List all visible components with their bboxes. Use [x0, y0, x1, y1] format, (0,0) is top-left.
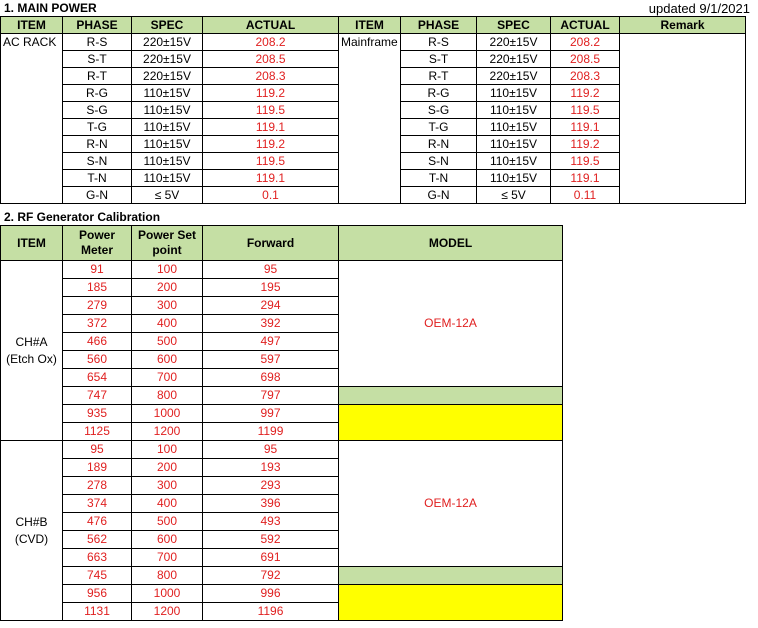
model-fill-green [339, 387, 563, 405]
table-row [1, 405, 563, 423]
spec-cell: ≤ 5V [132, 187, 203, 204]
col-header: ITEM [1, 226, 63, 261]
rf-calibration-table [0, 225, 563, 621]
forward-cell: 497 [203, 333, 339, 351]
phase-cell: R-G [401, 85, 477, 102]
forward-cell: 691 [203, 549, 339, 567]
col-header: Forward [203, 226, 339, 261]
actual-cell: 119.5 [551, 153, 620, 170]
table-row [1, 441, 563, 459]
meter-cell: 372 [63, 315, 132, 333]
phase-cell: S-T [401, 51, 477, 68]
meter-cell: 663 [63, 549, 132, 567]
forward-cell: 792 [203, 567, 339, 585]
meter-cell: 654 [63, 369, 132, 387]
remark-cell [620, 34, 746, 204]
col-header: SPEC [132, 17, 203, 34]
meter-cell: 466 [63, 333, 132, 351]
phase-cell: R-S [63, 34, 132, 51]
forward-cell: 95 [203, 261, 339, 279]
col-header: ACTUAL [551, 17, 620, 34]
setpoint-cell: 700 [132, 549, 203, 567]
spec-cell: 220±15V [477, 51, 551, 68]
power-header-row [1, 17, 746, 34]
spec-cell: 110±15V [477, 153, 551, 170]
actual-cell: 119.5 [203, 153, 339, 170]
actual-cell: 119.5 [551, 102, 620, 119]
meter-cell: 95 [63, 441, 132, 459]
meter-cell: 562 [63, 531, 132, 549]
actual-cell: 119.2 [551, 85, 620, 102]
actual-cell: 208.2 [203, 34, 339, 51]
phase-cell: S-T [63, 51, 132, 68]
setpoint-cell: 600 [132, 351, 203, 369]
actual-cell: 208.5 [203, 51, 339, 68]
phase-cell: S-N [63, 153, 132, 170]
spec-cell: 110±15V [132, 170, 203, 187]
phase-cell: R-S [401, 34, 477, 51]
table-row [1, 387, 563, 405]
forward-cell: 592 [203, 531, 339, 549]
actual-cell: 208.3 [551, 68, 620, 85]
meter-cell: 956 [63, 585, 132, 603]
phase-cell: T-G [63, 119, 132, 136]
phase-cell: T-N [401, 170, 477, 187]
actual-cell: 208.3 [203, 68, 339, 85]
table-row [1, 567, 563, 585]
section1-title: 1. MAIN POWER [4, 1, 97, 15]
spec-cell: 110±15V [477, 119, 551, 136]
meter-cell: 476 [63, 513, 132, 531]
main-power-table [0, 16, 746, 204]
meter-cell: 560 [63, 351, 132, 369]
col-header: ITEM [1, 17, 63, 34]
col-header: Remark [620, 17, 746, 34]
channel-cell: CH#B (CVD) [1, 441, 63, 621]
spec-cell: 110±15V [132, 85, 203, 102]
meter-cell: 189 [63, 459, 132, 477]
channel-cell: CH#A (Etch Ox) [1, 261, 63, 441]
forward-cell: 392 [203, 315, 339, 333]
meter-cell: 747 [63, 387, 132, 405]
model-cell: OEM-12A [339, 441, 563, 567]
actual-cell: 119.2 [203, 136, 339, 153]
setpoint-cell: 1000 [132, 405, 203, 423]
col-header: ACTUAL [203, 17, 339, 34]
actual-cell: 119.5 [203, 102, 339, 119]
spec-cell: 110±15V [132, 136, 203, 153]
phase-cell: T-N [63, 170, 132, 187]
col-header: MODEL [339, 226, 563, 261]
actual-cell: 119.1 [203, 170, 339, 187]
actual-cell: 119.1 [551, 119, 620, 136]
phase-cell: R-T [401, 68, 477, 85]
actual-cell: 0.11 [551, 187, 620, 204]
model-fill-yellow [339, 585, 563, 621]
phase-cell: S-G [63, 102, 132, 119]
spec-cell: 220±15V [477, 34, 551, 51]
actual-cell: 0.1 [203, 187, 339, 204]
setpoint-cell: 300 [132, 477, 203, 495]
forward-cell: 396 [203, 495, 339, 513]
spec-cell: 110±15V [132, 119, 203, 136]
col-header: PHASE [63, 17, 132, 34]
forward-cell: 797 [203, 387, 339, 405]
forward-cell: 95 [203, 441, 339, 459]
meter-cell: 745 [63, 567, 132, 585]
setpoint-cell: 500 [132, 333, 203, 351]
setpoint-cell: 600 [132, 531, 203, 549]
setpoint-cell: 1000 [132, 585, 203, 603]
forward-cell: 698 [203, 369, 339, 387]
spec-cell: 110±15V [477, 170, 551, 187]
phase-cell: R-G [63, 85, 132, 102]
setpoint-cell: 200 [132, 459, 203, 477]
meter-cell: 278 [63, 477, 132, 495]
setpoint-cell: 400 [132, 315, 203, 333]
left-item-cell: AC RACK [1, 34, 63, 204]
setpoint-cell: 100 [132, 441, 203, 459]
setpoint-cell: 1200 [132, 423, 203, 441]
forward-cell: 195 [203, 279, 339, 297]
col-header: SPEC [477, 17, 551, 34]
setpoint-cell: 400 [132, 495, 203, 513]
spec-cell: 110±15V [132, 102, 203, 119]
spec-cell: 110±15V [477, 85, 551, 102]
forward-cell: 997 [203, 405, 339, 423]
setpoint-cell: 700 [132, 369, 203, 387]
phase-cell: G-N [63, 187, 132, 204]
spec-cell: 220±15V [132, 51, 203, 68]
forward-cell: 996 [203, 585, 339, 603]
phase-cell: R-N [63, 136, 132, 153]
forward-cell: 193 [203, 459, 339, 477]
setpoint-cell: 800 [132, 567, 203, 585]
forward-cell: 597 [203, 351, 339, 369]
setpoint-cell: 300 [132, 297, 203, 315]
spec-cell: 220±15V [477, 68, 551, 85]
actual-cell: 119.1 [551, 170, 620, 187]
meter-cell: 185 [63, 279, 132, 297]
phase-cell: S-G [401, 102, 477, 119]
spec-cell: 220±15V [132, 68, 203, 85]
table-row [1, 585, 563, 603]
setpoint-cell: 200 [132, 279, 203, 297]
right-item-cell: Mainframe [339, 34, 401, 204]
table-row [1, 261, 563, 279]
spec-cell: 110±15V [477, 102, 551, 119]
phase-cell: T-G [401, 119, 477, 136]
phase-cell: R-N [401, 136, 477, 153]
table-row [1, 34, 746, 51]
spec-cell: 220±15V [132, 34, 203, 51]
rf-header-row [1, 226, 563, 261]
setpoint-cell: 800 [132, 387, 203, 405]
spec-cell: 110±15V [477, 136, 551, 153]
actual-cell: 119.2 [551, 136, 620, 153]
section2-title: 2. RF Generator Calibration [4, 210, 161, 224]
phase-cell: S-N [401, 153, 477, 170]
model-cell: OEM-12A [339, 261, 563, 387]
meter-cell: 374 [63, 495, 132, 513]
model-fill-yellow [339, 405, 563, 441]
spec-cell: ≤ 5V [477, 187, 551, 204]
phase-cell: G-N [401, 187, 477, 204]
actual-cell: 119.2 [203, 85, 339, 102]
forward-cell: 293 [203, 477, 339, 495]
forward-cell: 493 [203, 513, 339, 531]
setpoint-cell: 500 [132, 513, 203, 531]
forward-cell: 1199 [203, 423, 339, 441]
forward-cell: 1196 [203, 603, 339, 621]
updated-date: updated 9/1/2021 [648, 1, 750, 16]
forward-cell: 294 [203, 297, 339, 315]
model-fill-green [339, 567, 563, 585]
col-header: PHASE [401, 17, 477, 34]
setpoint-cell: 1200 [132, 603, 203, 621]
setpoint-cell: 100 [132, 261, 203, 279]
meter-cell: 91 [63, 261, 132, 279]
col-header: ITEM [339, 17, 401, 34]
actual-cell: 119.1 [203, 119, 339, 136]
actual-cell: 208.2 [551, 34, 620, 51]
phase-cell: R-T [63, 68, 132, 85]
meter-cell: 935 [63, 405, 132, 423]
meter-cell: 1125 [63, 423, 132, 441]
meter-cell: 279 [63, 297, 132, 315]
col-header: Power Set point [132, 226, 203, 261]
actual-cell: 208.5 [551, 51, 620, 68]
spec-cell: 110±15V [132, 153, 203, 170]
meter-cell: 1131 [63, 603, 132, 621]
col-header: Power Meter [63, 226, 132, 261]
